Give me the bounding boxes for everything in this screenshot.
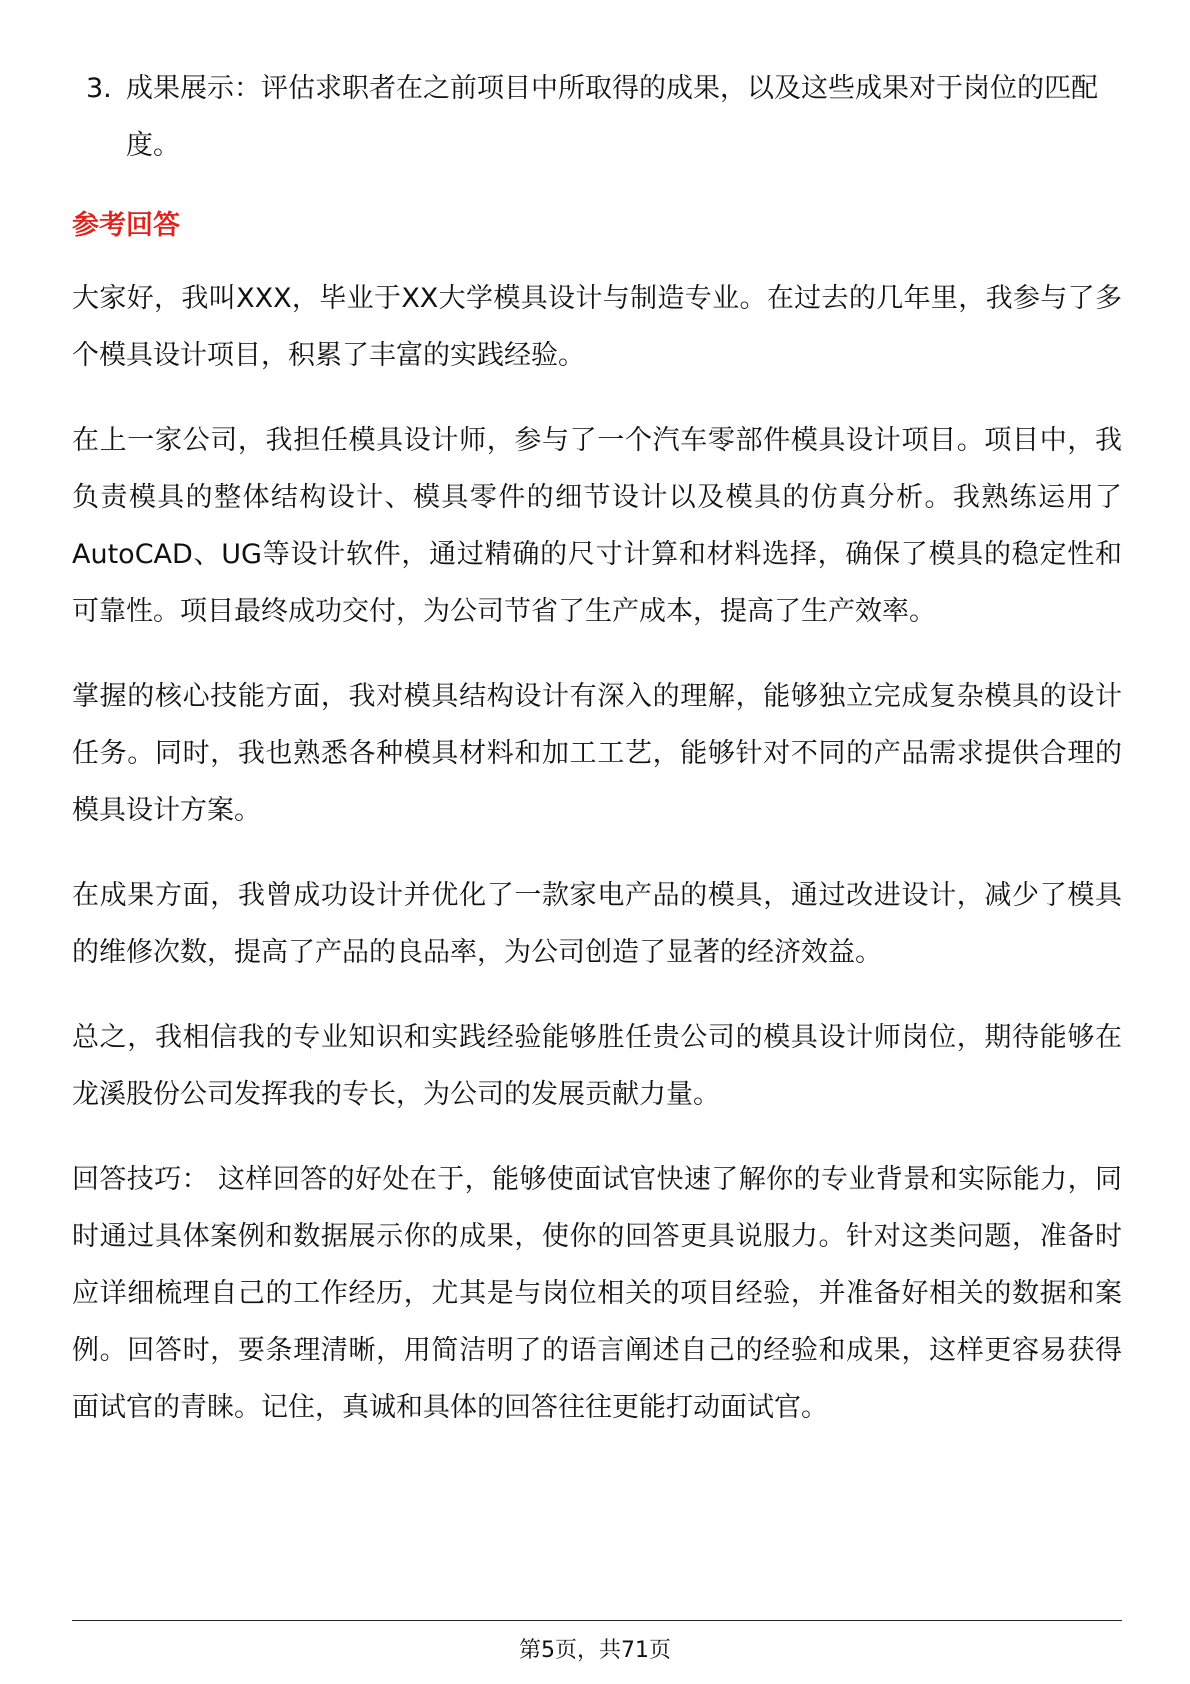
paragraph-skills: 掌握的核心技能方面，我对模具结构设计有深入的理解，能够独立完成复杂模具的设计任务。同时，我也熟悉各种模具材料和加工工艺，能够针对不同的产品需求提供合理的模具设计方案。 [72,681,1122,826]
footer-divider [72,1620,1122,1621]
paragraph-summary: 总之，我相信我的专业知识和实践经验能够胜任贵公司的模具设计师岗位，期待能够在龙溪股份公司发挥我的专长，为公司的发展贡献力量。 [72,1022,1122,1110]
list-item [72,60,1122,174]
page-content [72,60,1122,1464]
section-title: 参考回答 [72,210,180,241]
page-number: 第5页，共71页 [519,1638,671,1663]
list-item-number: 3. [86,73,112,104]
paragraph-answer-tips: 回答技巧： 这样回答的好处在于，能够使面试官快速了解你的专业背景和实际能力，同时通过具体案例和数据展示你的成果，使你的回答更具说服力。针对这类问题，准备时应详细梳理自己的工作经历，尤其是与岗位相关的项目经验，并准备好相关的数据和案例。回答时，要条理清晰，用简洁明了的语言阐述自己的经验和成果，这样更容易获得面试官的青睐。记住，真诚和具体的回答往往更能打动面试官。 [72,1164,1122,1423]
paragraph-achievements: 在成果方面，我曾成功设计并优化了一款家电产品的模具，通过改进设计，减少了模具的维修次数，提高了产品的良品率，为公司创造了显著的经济效益。 [72,880,1122,968]
paragraph-experience: 在上一家公司，我担任模具设计师，参与了一个汽车零部件模具设计项目。项目中，我负责模具的整体结构设计、模具零件的细节设计以及模具的仿真分析。我熟练运用了AutoCAD、UG等设计软件，通过精确的尺寸计算和材料选择，确保了模具的稳定性和可靠性。项目最终成功交付，为公司节省了生产成本，提高了生产效率。 [72,425,1122,627]
list-item-text: 成果展示：评估求职者在之前项目中所取得的成果，以及这些成果对于岗位的匹配度。 [126,73,1098,161]
paragraph-intro: 大家好，我叫XXX，毕业于XX大学模具设计与制造专业。在过去的几年里，我参与了多个模具设计项目，积累了丰富的实践经验。 [72,283,1122,371]
